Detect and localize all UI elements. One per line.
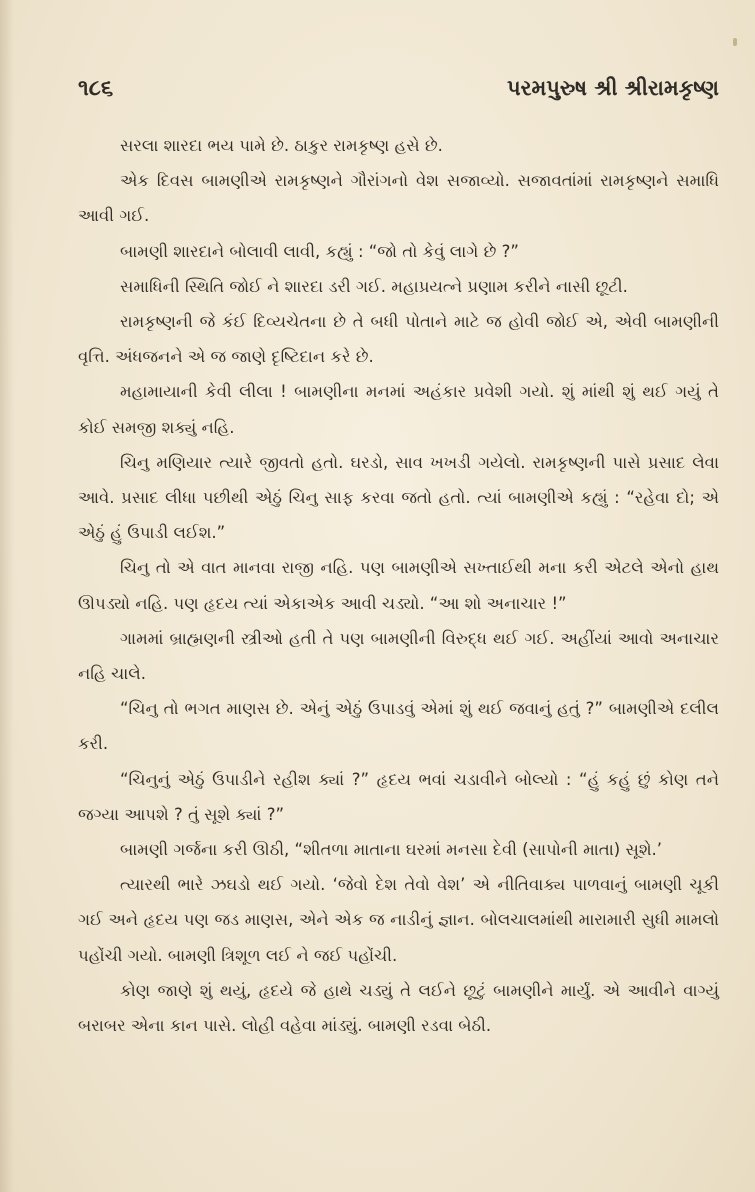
paragraph: સમાધિની સ્થિતિ જોઈ ને શારદા ડરી ગઈ. મહાપ્રયત્ને પ્રણામ કરીને નાસી છૂટી. <box>120 276 628 296</box>
paragraph: બામણી ગર્જના કરી ઊઠી, “શીતળા માતાના ઘરમાં મનસા દેવી (સાપોની માતા) સૂશે.’ <box>120 840 663 860</box>
paragraph: સરલા શારદા ભય પામે છે. ઠાકુર રામકૃષ્ણ હસે છે. <box>120 136 443 155</box>
paragraph: રામકૃષ્ણની જે કંઈ દિવ્યચેતના છે તે બધી પોતાને માટે જ હોવી જોઈ એ, એવી બામણીની વૃત્તિ. અંધજનને એ જ જાણે દૃષ્ટિદાન કરે છે. <box>78 312 719 367</box>
page-number: ૧૮૬ <box>78 76 114 101</box>
paragraph: કોણ જાણે શું થયું, હૃદયે જે હાથે ચડ્યું તે લઈને છૂટું બામણીને માર્યું. એ આવીને વાગ્યું બરાબર એના કાન પાસે. લોહી વહેવા માંડ્યું. બામણી રડવા બેઠી. <box>78 980 719 1036</box>
paper-speck <box>733 38 737 46</box>
paragraph: ચિનુ મણિયાર ત્યારે જીવતો હતો. ઘરડો, સાવ ખખડી ગયેલો. રામકૃષ્ણની પાસે પ્રસાદ લેવા આવે. પ્રસાદ લીધા પછીથી એઠું ચિનુ સાફ કરવા જતો હતો. ત્યાં બામણીએ કહ્યું : “રહેવા દો; એ એઠું હું ઉપાડી લઈશ.” <box>78 452 719 543</box>
page-header <box>78 76 719 116</box>
paragraph: ગામમાં બ્રાહ્મણની સ્ત્રીઓ હતી તે પણ બામણીની વિરુદ્ધ થઈ ગઈ. અહીંયાં આવો અનાચાર નહિ ચાલે. <box>78 628 719 684</box>
page-edge-shadow <box>0 0 14 1192</box>
body-text <box>78 128 719 1043</box>
paragraph: ત્યારથી ભારે ઝઘડો થઈ ગયો. ‘જેવો દેશ તેવો વેશ’ એ નીતિવાક્ય પાળવાનું બામણી ચૂકી ગઈ અને હૃદય પણ જડ માણસ, એને એક જ નાડીનું જ્ઞાન. બોલચાલમાંથી મારામારી સુધી મામલો પહોંચી ગયો. બામણી ત્રિશૂળ લઈ ને જઈ પહોંચી. <box>78 875 719 965</box>
running-head: પરમપુરુષ શ્રી શ્રીરામકૃષ્ણ <box>506 76 719 100</box>
paragraph: બામણી શારદાને બોલાવી લાવી, કહ્યું : “જો તો કેવું લાગે છે ?” <box>120 241 519 261</box>
paragraph: “ચિનુ તો ભગત માણસ છે. એનું એઠું ઉપાડવું એમાં શું થઈ જવાનું હતું ?” બામણીએ દલીલ કરી. <box>78 699 719 754</box>
paragraph: “ચિનુનું એઠું ઉપાડીને રહીશ ક્યાં ?” હૃદય ભવાં ચડાવીને બોલ્યો : “હું કહું છું કોણ તને જગ્યા આપશે ? તું સૂશે ક્યાં ?” <box>78 769 719 824</box>
paragraph: ચિનુ તો એ વાત માનવા રાજી નહિ. પણ બામણીએ સખ્તાઈથી મના કરી એટલે એનો હાથ ઊપડ્યો નહિ. પણ હૃદય ત્યાં એકાએક આવી ચડ્યો. “આ શો અનાચાર !” <box>78 558 719 613</box>
paragraph: એક દિવસ બામણીએ રામકૃષ્ણને ગૌરાંગનો વેશ સજાવ્યો. સજાવતાંમાં રામકૃષ્ણને સમાધિ આવી ગઈ. <box>78 171 719 226</box>
paragraph: મહામાયાની કેવી લીલા ! બામણીના મનમાં અહંકાર પ્રવેશી ગયો. શું માંથી શું થઈ ગયું તે કોઈ સમજી શક્યું નહિ. <box>78 382 719 437</box>
